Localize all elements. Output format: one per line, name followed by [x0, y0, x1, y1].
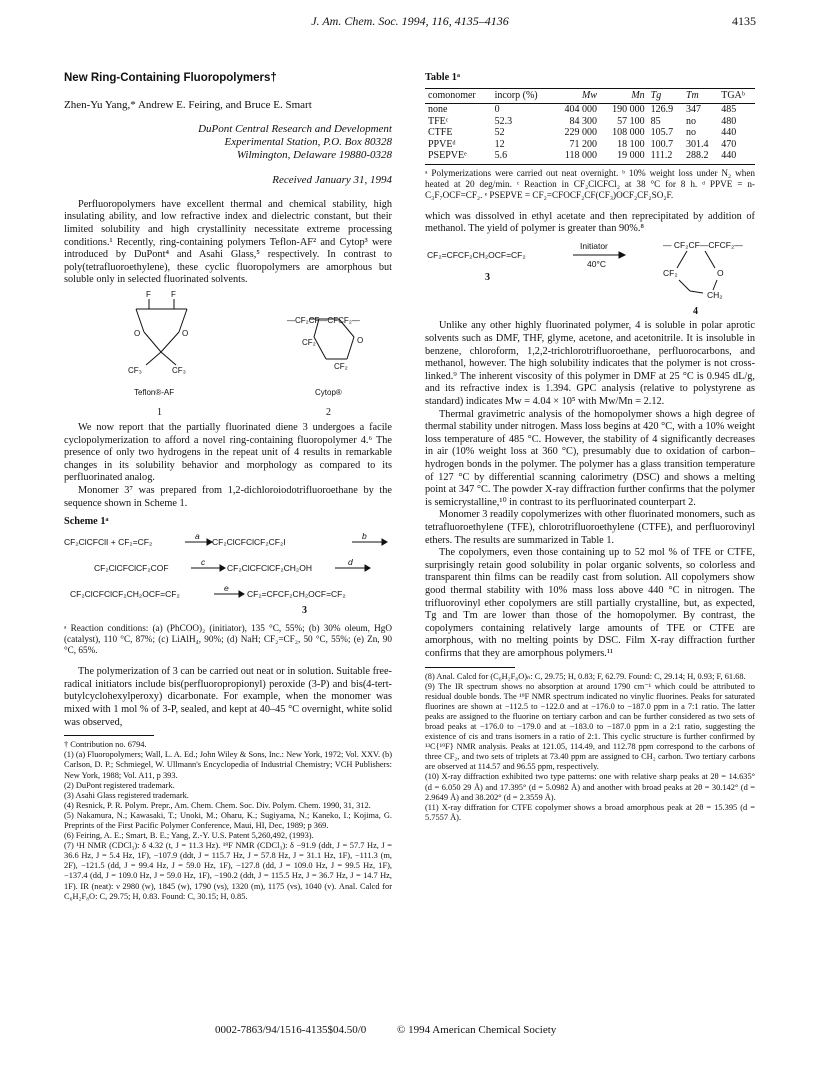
teflon-label: Teflon®-AF: [134, 387, 175, 397]
table-cell: 12: [494, 138, 505, 150]
table-cell: 0: [494, 104, 500, 116]
footnote: (6) Feiring, A. E.; Smart, B. E.; Yang, Z.-Y. U.S. Patent 5,260,492, (1993).: [64, 831, 314, 841]
footnote: (10) X-ray diffraction exhibited two type patterns: one with relative sharp peaks at 2θ = 14.635° (d = 6.050 29 Å) and 17.395° (d = 5.0982 Å) and another with broad peaks at 2θ = 30.142° (d = 2.9649 Å) and 38.202° (d = 2.3559 Å).: [425, 772, 755, 802]
compound-number: 3: [302, 604, 307, 616]
table-header-row: [425, 88, 755, 104]
table-note: ᵃ Polymerizations were carried out neat overnight. ᵇ 10% weight loss under N₂ when heated at 20 deg/min. ᶜ Reaction in CF₂ClCFCl₂ at 38 °C for 8 h. ᵈ PPVE = n-C₃F₇OCF=CF₂. ᵉ PSEPVE = CF₂=CFOCF₂CF(CF₃)OCF₂CF₂SO₂F.: [425, 167, 755, 200]
affiliation: [64, 123, 392, 162]
oxygen-label: O: [357, 335, 364, 345]
table-cell: PPVEᵈ: [428, 138, 456, 150]
column-header: Tg: [648, 88, 683, 104]
table-cell: 190 000: [612, 104, 645, 116]
column-header: TGAᵇ: [718, 88, 755, 104]
paragraph: We now report that the partially fluorinated diene 3 undergoes a facile cyclopolymerization to afford a novel ring-containing fluoropolymer 4.⁶ The presence of only two hydrogens in the repeat unit of 4 results in remarkable changes in its solubility behavior and morphology as compared to its perfluorinated analog.: [64, 421, 392, 484]
footnote: (4) Resnick, P. R. Polym. Prepr., Am. Chem. Chem. Soc. Div. Polym. Chem. 1990, 31, 312.: [64, 800, 371, 810]
footnotes-right: [425, 672, 755, 823]
compound-number: 2: [326, 406, 331, 418]
footnote: (8) Anal. Calcd for (C₆H₂F₈O)ₙ: C, 29.75; H, 0.83; F, 62.79. Found: C, 29.14; H, 0.93; F, 61.68.: [425, 671, 746, 681]
table-cell: 18 100: [617, 138, 645, 150]
paragraph: Unlike any other highly fluorinated polymer, 4 is soluble in polar aprotic solvents such as DMF, THF, glyme, acetone, and acetonitrile. It is insoluble in benzene, chloroform, 1,2,2-trichlorotrifluoroethane, perfluorocarbons, and methanol, however. The high solubility indicates that the polymer is not cross-linked.⁹ The inherent viscosity of this polymer in DMF at 25 °C is 0.945 dL/g, and its refractive index is 1.394. GPC analysis (relative to polystyrene as standard) indicates Mw = 4.04 × 10⁵ with Mw/Mn = 2.12.: [425, 320, 755, 408]
ch2-label: CH₂: [707, 289, 723, 300]
cf2-label: CF₂: [334, 361, 348, 371]
compound-number: 4: [693, 305, 698, 316]
cf2-label: CF₂: [302, 337, 316, 347]
cytop-label: Cytop®: [315, 387, 342, 397]
footnote: (2) DuPont registered trademark.: [64, 780, 175, 790]
step-label: b: [362, 532, 367, 541]
table-cell: PSEPVEᵉ: [425, 150, 492, 164]
table-cell: 404 000: [564, 104, 597, 116]
reactant-label: CF₂ClCFClCF₂COF: [94, 562, 169, 573]
page-footer: [215, 1024, 584, 1036]
right-column: [425, 72, 755, 823]
step-label: e: [224, 582, 229, 593]
journal-citation: J. Am. Chem. Soc. 1994, 116, 4135–4136: [311, 14, 509, 28]
cytop-chain-label: —CF₂CF—CFCF₂—: [287, 315, 360, 325]
paragraph: Thermal gravimetric analysis of the homopolymer shows a high degree of thermal stability under nitrogen. Mass loss begins at 420 °C, with a 10% weight loss temperature of 485 °C. However, the stability of 4 significantly decreases in air (10% weight loss at 360 °C), presumably due to oxidation of carbon–hydrogen bonds in the polymer. The polymer has a glass transition temperature of 127 °C by differential scanning calorimetry (DSC) and shows a melting point at 347 °C. The powder X-ray diffraction further confirms that the polymer is semicrystalline,¹⁰ in contrast to its perfluorinated counterpart 2.: [425, 408, 755, 508]
scheme-title: Scheme 1ᵃ: [64, 516, 109, 528]
scheme-1-figure: [64, 533, 392, 619]
product-label: CF₂ClCFClCF₂CH₂OH: [227, 562, 312, 573]
product-label: CF₂ClCFClCF₂CF₂I: [212, 536, 286, 547]
article-title: New Ring-Containing Fluoropolymers†: [64, 72, 277, 84]
table-cell: 85: [650, 115, 661, 127]
left-column: [64, 72, 392, 902]
reactant-label: CF₂ClCFClCF₂CH₂OCF=CF₂: [70, 588, 180, 599]
cf3-label: CF₃: [172, 365, 186, 375]
compound-number: 3: [485, 271, 490, 283]
footnote: (11) X-ray diffration for CTFE copolymer shows a broad amorphous peak at 2θ = 15.395 (d = 5.7557 Å).: [425, 802, 755, 822]
received-date: Received January 31, 1994: [272, 174, 392, 187]
footnote: † Contribution no. 6794.: [64, 740, 147, 750]
table-cell: 288.2: [683, 150, 718, 164]
table-cell: TFEᶜ: [428, 115, 449, 127]
table-cell: 485: [721, 104, 737, 116]
paragraph: Perfluoropolymers have excellent thermal and chemical stability, high insulating ability, and low refractive index and dielectric constant, but their limited solubility and high crystallinity necessitate extreme processing conditions.¹ Recently, ring-containing polymers Teflon-AF² and Cytop³ were introduced by DuPont⁴ and Asahi Glass,⁵ respectively. In contrast to poly(tetrafluoroethylene), these cyclic fluoropolymers are amorphous but soluble only in selected fluorinated solvents.: [64, 198, 392, 286]
step-label: a: [195, 532, 200, 541]
polymerization-reaction-figure: [425, 236, 755, 316]
paragraph: which was dissolved in ethyl acetate and then reprecipitated by addition of methanol. The yield of polymer is greater than 90%.⁸: [425, 210, 755, 235]
page-number: 4135: [732, 14, 756, 28]
step-label: d: [348, 556, 353, 567]
table-cell: 52.3: [494, 115, 513, 127]
table-cell: 71 200: [569, 138, 597, 150]
column-header: Tm: [683, 88, 718, 104]
paragraph: The copolymers, even those containing up to 52 mol % of TFE or CTFE, surprisingly retain good solubility in polar organic solvents, so colorless and transparent thin films can be readily cast from solution. All copolymers show good thermal stability with 10% mass loss above 440 °C in nitrogen. The trifluorovinyl ether copolymers are still partially crystalline, but, as expected, Tg and Tm are lower than those of the homopolymer. By contrast, the copolymers containing relatively large amounts of TFE or CTFE are amorphous, with no melting points by DSC. Film X-ray diffraction further confirms that they are amorphous polymers.¹¹: [425, 547, 755, 659]
table-row: [425, 139, 755, 151]
footnote: (5) Nakamura, N.; Kawasaki, T.; Unoki, M.; Oharu, K.; Sugiyama, N.; Kaneko, I.; Kojima, G. Preprints of the First Pacific Polymer Conference, Maui, HI, Dec, 1989; p 369.: [64, 810, 392, 830]
table-cell: no: [685, 127, 696, 139]
table-row: [425, 127, 755, 139]
cf3-label: CF₃: [128, 365, 142, 375]
fluorine-label: F: [146, 289, 151, 299]
column-header: Mw: [552, 88, 600, 104]
table-row: [425, 104, 755, 116]
initiator-label: Initiator: [580, 240, 608, 251]
affiliation-line: DuPont Central Research and Development: [198, 123, 392, 136]
column-header: comonomer: [425, 88, 492, 104]
footnote-rule: [425, 667, 515, 668]
column-header: Mn: [600, 88, 648, 104]
temperature-label: 40°C: [587, 258, 606, 269]
table-cell: 105.7: [650, 127, 674, 139]
product-label: CF₂=CFCF₂CH₂OCF=CF₂: [247, 588, 346, 599]
polymer-chain-label: — CF₂CF—CFCF₂—: [663, 239, 743, 250]
table-cell: 100.7: [650, 138, 674, 150]
table-row: [425, 116, 755, 128]
table-cell: 118 000: [552, 150, 600, 164]
table-cell: 480: [721, 115, 737, 127]
author-list: Zhen-Yu Yang,* Andrew E. Feiring, and Bruce E. Smart: [64, 98, 312, 111]
data-table: [425, 88, 755, 165]
affiliation-line: Experimental Station, P.O. Box 80328: [224, 136, 392, 149]
table-cell: 108 000: [612, 127, 645, 139]
footnote: (9) The IR spectrum shows no absorption at around 1790 cm⁻¹ which could be attributed to residual double bonds. The ¹⁹F NMR spectrum indicated no vinylic fluorines. Peaks for saturated fluorines are shown at −112.5 to −122.0 and at −176.0 to −187.0 ppm in a 7:1 ratio. The latter peaks are assigned to the fluorine on tertiary carbon and can be further considered as two sets of broad peaks at −176.0 to −179.0 and at −183.0 to −187.0 ppm in a 2:1 ratio, suggesting the existence of cis and trans isomers in a ratio of 2:1. This cyclic structure is further confirmed by ¹³C{¹⁹F} NMR analysis. Peaks at 121.05, 114.49, and 112.78 ppm correspond to the carbons of three CF₂, and two sets of triplets at 73.40 ppm are assigned to CH₂ carbon. Two tertiary carbons are observed at 114.57 and 96.55 ppm, respectively.: [425, 681, 755, 772]
oxygen-label: O: [717, 267, 724, 278]
table-cell: 57 100: [617, 115, 645, 127]
table-cell: 126.9: [650, 104, 674, 116]
column-header: incorp (%): [492, 88, 553, 104]
oxygen-label: O: [134, 328, 141, 338]
scheme-note: ᵃ Reaction conditions: (a) (PhCOO)₂ (initiator), 135 °C, 55%; (b) 30% oleum, HgO (catalyst), 110 °C, 87%; (c) LiAlH₄, 90%; (d) NaH; CF₂=CF₂, 50 °C, 55%; (e) Zn, 90 °C, 65%.: [64, 623, 392, 656]
table-cell: 301.4: [685, 138, 709, 150]
monomer-formula: CF₂=CFCF₂CH₂OCF=CF₂: [427, 249, 526, 260]
table-cell: 111.2: [648, 150, 683, 164]
fluorine-label: F: [171, 289, 176, 299]
table-row: [425, 150, 755, 164]
table-cell: 470: [721, 138, 737, 150]
table-cell: 19 000: [600, 150, 648, 164]
paragraph: The polymerization of 3 can be carried out neat or in solution. Suitable free-radical initiators include bis(perfluoropropionyl) peroxide (3-P) and bis(4-tert-butylcyclohexylperoxy) dicarbonate. For example, when the monomer was mixed with 1 mol % of 3-P, sealed, and kept at 40–45 °C overnight, white solid was observed,: [64, 666, 392, 728]
paragraph: Monomer 3 readily copolymerizes with other fluorinated monomers, such as tetrafluoroethylene (TFE), chlorotrifluoroethylene (CTFE), and perfluorovinyl ethers. The results are summarized in Table 1.: [425, 509, 755, 546]
table-cell: none: [428, 104, 448, 116]
structures-1-2-figure: [64, 287, 392, 422]
table-cell: 52: [494, 127, 505, 139]
table-cell: CTFE: [428, 127, 453, 139]
oxygen-label: O: [182, 328, 189, 338]
table-cell: no: [685, 115, 696, 127]
table-cell: 229 000: [564, 127, 597, 139]
reactant-label: CF₂ClCFClI + CF₂=CF₂: [64, 536, 153, 547]
footnotes-left: [64, 740, 392, 902]
copyright: © 1994 American Chemical Society: [397, 1024, 557, 1036]
footnote-rule: [64, 735, 154, 736]
table-title: Table 1ᵃ: [425, 72, 460, 83]
table-cell: 347: [685, 104, 701, 116]
footnote: (3) Asahi Glass registered trademark.: [64, 790, 189, 800]
affiliation-line: Wilmington, Delaware 19880-0328: [236, 149, 392, 162]
table-cell: 440: [718, 150, 755, 164]
table-cell: 5.6: [492, 150, 553, 164]
footnote: (7) ¹H NMR (CDCl₃): δ 4.32 (t, J = 11.3 Hz). ¹⁹F NMR (CDCl₃): δ −91.9 (ddt, J = 57.7 Hz, J = 36.6 Hz, J = 5.4 Hz, 1F), −107.9 (ddt, J = 115.7 Hz, J = 57.8 Hz, J = 31.1 Hz, 1F), −111.3 (m, 2F), −121.5 (dd, J = 99.4 Hz, J = 59.0 Hz, 1F), −127.8 (dd, J = 109.0 Hz, J = 99.5 Hz, 1F), −137.4 (dd, J = 109.0 Hz, J = 59.0 Hz, 1F), −190.2 (ddt, J = 115.5 Hz, J = 36.7 Hz, J = 14.7 Hz, 1F). IR (neat): ν 2980 (w), 1845 (w), 1790 (vs), 1320 (m), 1175 (vs), 1040 (v). Anal. Calcd for C₆H₂F₈O: C, 29.75; H, 0.83. Found: C, 30.15; H, 0.85.: [64, 841, 392, 901]
step-label: c: [201, 556, 206, 567]
table-cell: 84 300: [569, 115, 597, 127]
table-cell: 440: [721, 127, 737, 139]
cf2-label: CF₂: [663, 267, 678, 278]
compound-number: 1: [157, 406, 162, 418]
footnote: (1) (a) Fluoropolymers; Wall, L. A. Ed.; John Wiley & Sons, Inc.: New York, 1972; Vol. XXV. (b) Carlson, D. P.; Schmiegel, W. Ullmann's Encyclopedia of Industrial Chemistry; VCH Publishers: New York, 1988; Vol. A11, p 393.: [64, 750, 392, 780]
paragraph: Monomer 3⁷ was prepared from 1,2-dichloroiodotrifluoroethane by the sequence shown in Scheme 1.: [64, 484, 392, 509]
price-code: 0002-7863/94/1516-4135$04.50/0: [215, 1024, 367, 1036]
